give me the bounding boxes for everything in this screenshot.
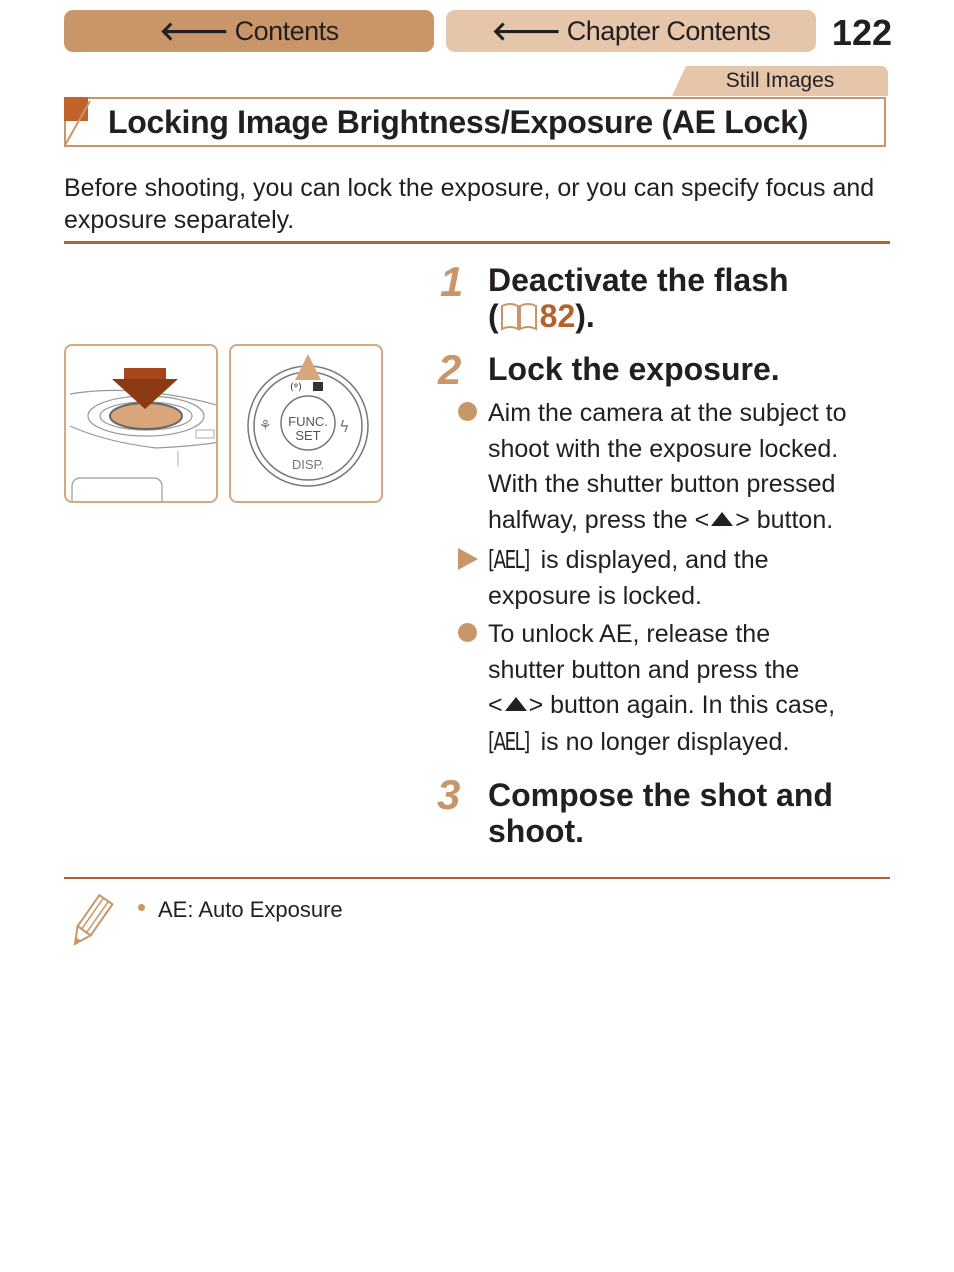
ael-icon: [AEL] (488, 545, 529, 574)
bullet-icon (458, 402, 477, 421)
shutter-press-icon (66, 346, 218, 503)
step-2-bullet-2 (488, 617, 893, 760)
step-2-result (488, 542, 893, 614)
up-button-icon (711, 512, 733, 526)
step-2-bullet-1-line: Aim the camera at the subject to (488, 399, 847, 427)
shutter-button-illustration (64, 344, 218, 503)
ael-icon: [AEL] (488, 726, 529, 756)
step-2-number: 2 (438, 346, 462, 393)
back-arrow-icon: 🡐 (491, 15, 561, 46)
step-2-bullet-1-line: > button. (735, 505, 834, 534)
result-arrow-icon (458, 548, 478, 570)
step-1-number: 1 (440, 258, 464, 305)
svg-text:(ᵠ): (ᵠ) (290, 382, 302, 393)
page-ref-link[interactable]: 82 (539, 298, 576, 334)
step-2-title: Lock the exposure. (488, 351, 780, 387)
note-bullet-icon (138, 904, 145, 911)
step-3-title-line: Compose the shot and (488, 777, 833, 813)
book-icon (500, 301, 538, 331)
step-1-title (488, 262, 888, 334)
control-dial-icon (231, 346, 383, 503)
note-text: AE: Auto Exposure (158, 897, 343, 922)
page-number: 122 (831, 12, 892, 53)
back-arrow-icon: 🡐 (159, 15, 229, 46)
step-1-title-text: Deactivate the flash (488, 262, 789, 298)
step-2-bullet-1-line: With the shutter button pressed (488, 470, 836, 498)
step-2-result-line: exposure is locked. (488, 581, 703, 610)
section-tab (672, 66, 888, 96)
func-label: FUNC. (288, 414, 328, 429)
section-tab-label: Still Images (725, 69, 835, 92)
svg-text:ϟ: ϟ (339, 417, 350, 436)
control-dial-illustration (229, 344, 383, 503)
disp-label: DISP. (291, 457, 325, 472)
chapter-contents-label: Chapter Contents (566, 15, 771, 46)
step-2-bullet-2-line: To unlock AE, release the (488, 620, 771, 648)
title-corner-line (64, 97, 114, 147)
step-3-title-line: shoot. (488, 813, 584, 849)
step-2-bullet-2-line: < (488, 691, 503, 719)
pencil-icon (68, 893, 114, 949)
step-2-bullet-2-line: is no longer displayed. (533, 727, 790, 756)
svg-text:⚘: ⚘ (259, 418, 272, 434)
step-2-bullet-2-line: > button again. In this case, (528, 691, 836, 719)
contents-label: Contents (234, 15, 339, 46)
step-2-result-line: is displayed, and the (533, 546, 769, 574)
note-divider (64, 877, 890, 879)
chapter-contents-button[interactable] (446, 10, 816, 52)
step-3-title (488, 777, 888, 849)
bullet-icon (458, 623, 477, 642)
step-2-bullet-2-line: shutter button and press the (488, 655, 800, 684)
step-1-paren-close: ). (575, 298, 595, 334)
page-title: Locking Image Brightness/Exposure (AE Lock) (108, 104, 809, 140)
step-2-bullet-1 (488, 396, 893, 538)
section-divider (64, 241, 890, 244)
step-2-bullet-1-line: halfway, press the < (488, 505, 710, 534)
contents-button[interactable] (64, 10, 434, 52)
up-button-icon (505, 697, 527, 711)
set-label: SET (295, 428, 321, 443)
intro-text: Before shooting, you can lock the exposure, or you can specify focus and exposure separately. (64, 174, 875, 234)
step-3-number: 3 (437, 771, 461, 818)
step-2-bullet-1-line: shoot with the exposure locked. (488, 434, 839, 463)
step-1-paren-open: ( (488, 298, 499, 334)
